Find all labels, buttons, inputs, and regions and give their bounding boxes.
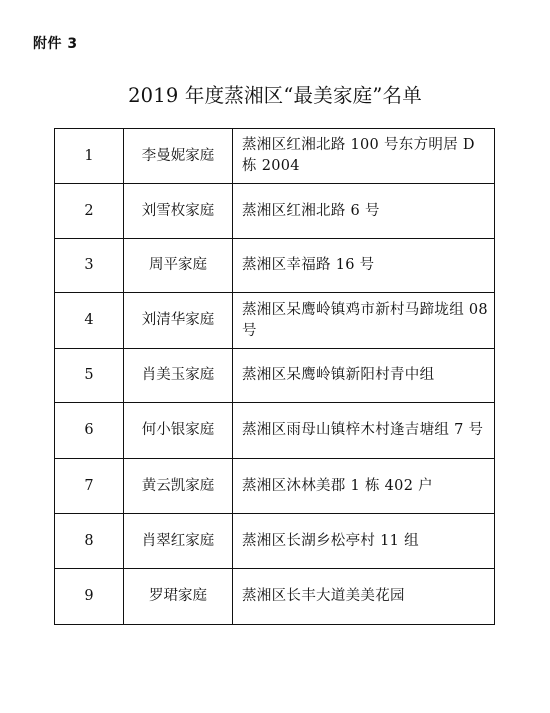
family-address: 蒸湘区红湘北路 100 号东方明居 D 栋 2004 [233, 129, 495, 184]
row-number: 4 [55, 293, 124, 349]
row-number: 7 [55, 459, 124, 514]
row-number: 8 [55, 514, 124, 569]
table-row [55, 349, 495, 403]
family-address: 蒸湘区呆鹰岭镇新阳村青中组 [233, 349, 495, 403]
family-address: 蒸湘区红湘北路 6 号 [233, 184, 495, 239]
table-row [55, 569, 495, 625]
document-title: 2019 年度蒸湘区“最美家庭”名单 [128, 84, 422, 107]
row-number: 1 [55, 129, 124, 184]
family-name: 何小银家庭 [124, 403, 233, 459]
row-number: 2 [55, 184, 124, 239]
family-address: 蒸湘区雨母山镇梓木村逢吉塘组 7 号 [233, 403, 495, 459]
family-name: 刘清华家庭 [124, 293, 233, 349]
table-row [55, 129, 495, 184]
family-name: 肖美玉家庭 [124, 349, 233, 403]
row-number: 5 [55, 349, 124, 403]
family-name: 肖翠红家庭 [124, 514, 233, 569]
family-address: 蒸湘区长湖乡松亭村 11 组 [233, 514, 495, 569]
family-address: 蒸湘区幸福路 16 号 [233, 239, 495, 293]
table-row [55, 459, 495, 514]
table-row [55, 514, 495, 569]
family-address: 蒸湘区长丰大道美美花园 [233, 569, 495, 625]
table-row [55, 239, 495, 293]
family-name: 刘雪枚家庭 [124, 184, 233, 239]
family-address: 蒸湘区沐林美郡 1 栋 402 户 [233, 459, 495, 514]
table-row [55, 184, 495, 239]
row-number: 3 [55, 239, 124, 293]
family-name: 周平家庭 [124, 239, 233, 293]
row-number: 6 [55, 403, 124, 459]
family-name: 李曼妮家庭 [124, 129, 233, 184]
attachment-label: 附件 3 [33, 36, 78, 52]
family-list-table [54, 128, 495, 625]
family-name: 黄云凯家庭 [124, 459, 233, 514]
table-row [55, 403, 495, 459]
family-name: 罗珺家庭 [124, 569, 233, 625]
family-address: 蒸湘区呆鹰岭镇鸡市新村马蹄垅组 08 号 [233, 293, 495, 349]
row-number: 9 [55, 569, 124, 625]
table-row [55, 293, 495, 349]
